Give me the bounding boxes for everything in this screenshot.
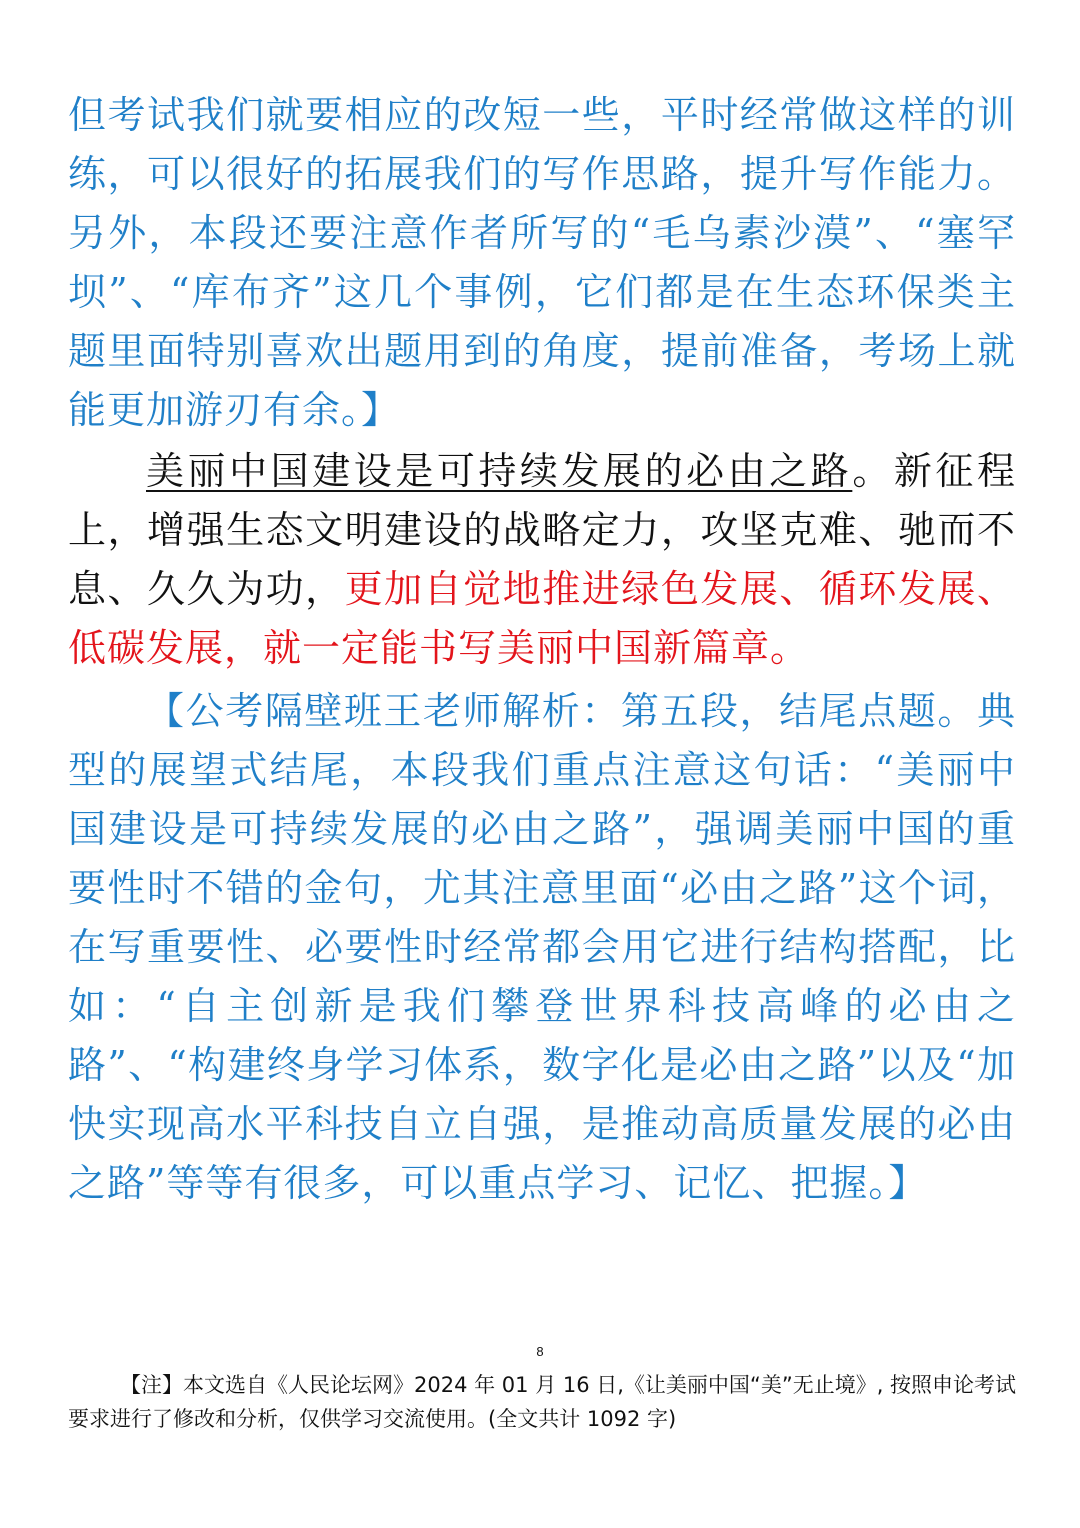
analysis-paragraph: 【公考隔壁班王老师解析：第五段，结尾点题。典型的展望式结尾，本段我们重点注意这句话：“美丽中国建设是可持续发展的必由之路”，强调美丽中国的重要性时不错的金句，尤其注意里面“必由之路”这个词，在写重要性、必要性时经常都会用它进行结构搭配，比如：“自主创新是我们攀登世界科技高峰的必由之路”、“构建终身学习体系，数字化是必由之路”以及“加快实现高水平科技自立自强，是推动高质量发展的必由之路”等等有很多，可以重点学习、记忆、把握。】 [68, 689, 1016, 1205]
highlight-text-red: 更加自觉地推进绿色发展、循环发展、低碳发展，就一定能书写美丽中国新篇章。 [68, 567, 1016, 670]
body-paragraph [68, 442, 1016, 678]
source-note: 【注】本文选自《人民论坛网》2024 年 01 月 16 日,《让美丽中国“美”无止境》, 按照申论考试要求进行了修改和分析，仅供学习交流使用。(全文共计 1092 字) [68, 1373, 1017, 1431]
body-text: 。新征程上，增强生态文明建设的战略定力，攻坚克难、驰而不息、久久为功， [68, 449, 1016, 611]
analysis-paragraph-continued: 但考试我们就要相应的改短一些，平时经常做这样的训练，可以很好的拓展我们的写作思路，提升写作能力。另外，本段还要注意作者所写的“毛乌素沙漠”、“塞罕坝”、“库布齐”这几个事例，它们都是在生态环保类主题里面特别喜欢出题用到的角度，提前准备，考场上就能更加游刃有余。】 [68, 93, 1016, 432]
key-sentence-underlined: 美丽中国建设是可持续发展的必由之路 [146, 449, 853, 493]
page-number: 8 [536, 1344, 544, 1359]
